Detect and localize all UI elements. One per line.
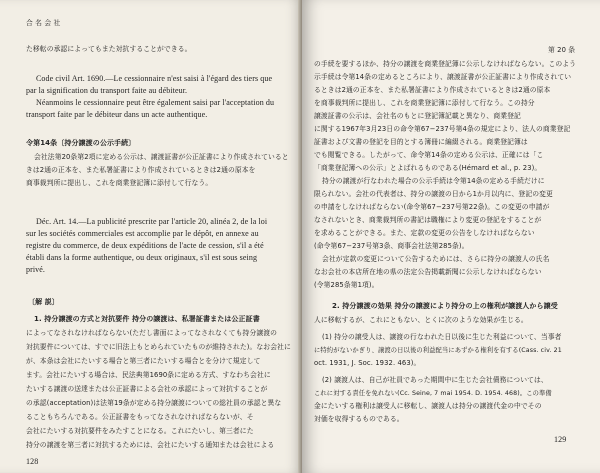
subsection-heading: 2. 持分譲渡の効果 持分の譲渡により持分の上の権利が譲渡人から譲受: [332, 302, 558, 310]
text-line: 会社法第20条第2項に定める公示は、譲渡証書が公正証書により作成されていると: [34, 153, 289, 161]
text-line: 譲渡証書の公示は、会社名のもとに登記簿記載と異なり、商業登記: [314, 112, 521, 120]
text-line: 対価を収得するものである。: [314, 415, 404, 423]
page-number: 129: [554, 435, 567, 444]
text-line: を商事裁判所に提出し、これを商業登記簿に添付して行なう。この持分: [314, 99, 535, 107]
text-line: に特約がないかぎり、譲渡の日以後の利益配当にあずかる権利を有する(Cass. civ. 21: [314, 347, 562, 354]
text-line: 商事裁判所に提出し、これを商業登記簿に添付して行なう。: [26, 179, 213, 187]
text-line: par la signification du transport faite au débiteur.: [26, 86, 188, 95]
text-line: transport faite par le débiteur dans un acte authentique.: [26, 110, 208, 119]
text-line: これに対する責任を免れない(Cc. Seine, 7 mai 1954. D. 1954. 468)。この準備: [314, 390, 552, 397]
text-line: 持分の譲渡が行なわれた場合の公示手続は令第14条の定める手続だけに: [322, 177, 545, 185]
text-line: の手続を要するほか、持分の譲渡を商業登記簿に公示しなければならない。このよう: [314, 60, 577, 68]
subsection-heading: 1. 持分譲渡の方式と対抗要件 持分の譲渡は、私署証書または公正証書: [34, 315, 260, 323]
text-line: (令第285条第1項)。: [314, 281, 379, 289]
text-line: Néanmoins le cessionnaire peut être également saisi par l'acceptation du: [36, 98, 275, 107]
text-line: が、本条は会社にたいする場合と第三者にたいする場合とを分けて規定して: [26, 357, 261, 365]
text-line: ます。会社にたいする場合は、民法典第1690条に定める方式、すなわち会社に: [26, 371, 271, 379]
commentary-heading: 〔解 説〕: [28, 298, 59, 306]
right-page: [302, 0, 600, 473]
text-line: 会社にたいする対抗要件をみたすことになる。これにたいし、第三者にた: [26, 427, 254, 435]
text-line: るときは2通の正本を、また私署証書により作成されているときは2通の原本: [314, 86, 551, 94]
text-line: に関する1967年3月23日の命令第67−237号第4条の規定により、法人の商業登記: [314, 125, 571, 133]
text-line: 金にたいする権利は譲受人に移転し、譲渡人は持分の譲渡代金の中でその: [314, 402, 542, 410]
text-line: établi dans la forme authentique, ou deux originaux, s'il est sous seing: [26, 253, 258, 262]
text-line: 示手続は令第14条の定めるところにより、譲渡証書が公正証書により作成されてい: [314, 73, 572, 81]
text-line: oct. 1931, J. Soc. 1932. 463)。: [314, 359, 421, 367]
text-line: によってなされなければならない(ただし書面によってなされなくても持分譲渡の: [26, 329, 278, 337]
text-line: 会社が定款の変更について公告するためには、さらに持分の譲渡人の氏名: [322, 255, 550, 263]
text-line: (命令第67−237号第3条、商事会社法第285条)。: [314, 242, 469, 250]
text-line: 人に移転するが、これにともない、とくに次のような効果が生じる。: [314, 316, 528, 324]
text-line: (1) 持分の譲受人は、譲渡の行なわれた日以後に生じた利益について、当事者: [322, 333, 562, 341]
text-line: 持分の譲渡を第三者に対抗するためには、会社にたいする通知または会社による: [26, 441, 275, 449]
left-running-head: 合 名 会 社: [26, 19, 61, 27]
section-heading: 令第14条〔持分譲渡の公示手続〕: [26, 139, 136, 147]
text-line: なされないとき、商業裁判所の書記は職権により変更の登記をすることが: [314, 216, 542, 224]
text-line: なお会社の本店所在地の県の法定公告掲載新聞に公示しなければならない: [314, 268, 542, 276]
text-line: (2) 譲渡人は、自己が社員であった期間中に生じた会社債務については、: [322, 376, 548, 384]
text-line: 対抗要件については、すでに旧法上もとめられていたものが維持された)。なお会社に: [26, 343, 291, 351]
text-line: 限られない。会社の代表者は、持分の譲渡の日から1か月以内に、登記の変更: [314, 190, 553, 198]
text-line: を求めることができる。また、定款の変更の公告をしなければならない: [314, 229, 535, 237]
text-line: たいする譲渡の送達または公正証書による会社の承認によって対抗することが: [26, 385, 268, 393]
text-line: registre du commerce, de deux expéditions de l'acte de cession, s'il a été: [26, 241, 264, 250]
text-line: 「商業登記簿への公示」とよばれるものである(Hémard et al., p. 23)。: [314, 164, 542, 172]
right-running-head: 第 20 条: [548, 46, 576, 54]
text-line: でも閲覧できる。したがって、命令第14条の定める公示は、正確には「こ: [314, 151, 544, 159]
text-line: の申請をしなければならない(命令第67−237号第22条)。この変更の申請が: [314, 203, 550, 211]
text-line: た移転の承認によってもまた対抗することができる。: [26, 45, 192, 53]
text-line: Code civil Art. 1690.—Le cessionnaire n'est saisi à l'égard des tiers que: [36, 74, 273, 83]
text-line: ることもちろんである。公正証書をもってなされなければならないが、そ: [26, 413, 254, 421]
text-line: の承認(acceptation)は法第19条が定める持分譲渡についての総社員の承認と異な: [26, 399, 282, 407]
text-line: privé.: [26, 265, 46, 274]
text-line: Déc. Art. 14.—La publicité prescrite par l'article 20, alinéa 2, de la loi: [36, 217, 268, 226]
text-line: sur les sociétés commerciales est accomplie par le dépôt, en annexe au: [26, 229, 259, 238]
text-line: 証書および文書の登記を目的とする簿冊に編綴される。商業登記簿は: [314, 138, 528, 146]
page-number: 128: [26, 457, 39, 466]
text-line: きは2通の正本を、また私署証書により作成されているときは2通の原本を: [26, 166, 256, 174]
